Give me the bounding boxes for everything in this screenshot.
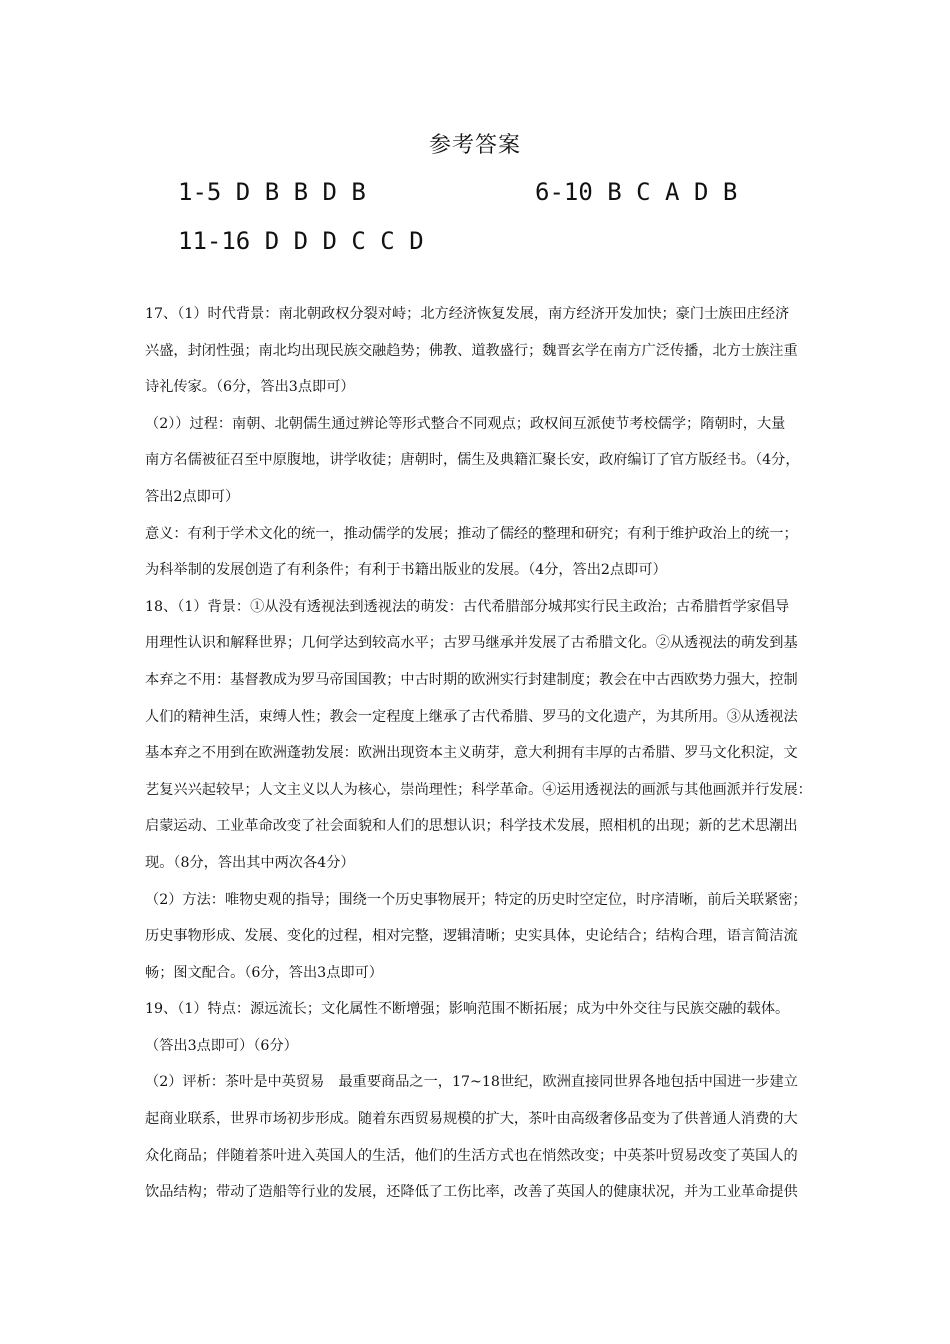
answers-6-10: 6-10 B C A D B bbox=[535, 178, 738, 206]
text-line: 人们的精神生活，束缚人性；教会一定程度上继承了古代希腊、罗马的文化遗产，为其所用。③从透视法 bbox=[145, 708, 798, 725]
page-title: 参考答案 bbox=[428, 133, 521, 158]
text-line: 为科举制的发展创造了有利条件；有利于书籍出版业的发展。（4分，答出2点即可） bbox=[145, 562, 667, 579]
answers-1-5: 1-5 D B B D B bbox=[178, 178, 366, 206]
text-line: （2）方法：唯物史观的指导；围绕一个历史事物展开；特定的历史时空定位，时序清晰，前后关联紧密； bbox=[145, 891, 807, 908]
text-line: 诗礼传家。（6分，答出3点即可） bbox=[145, 379, 355, 396]
text-line: 18、（1）背景：①从没有透视法到透视法的萌发：古代希腊部分城邦实行民主政治；古希腊哲学家倡导 bbox=[145, 598, 790, 615]
text-line: 畅；图文配合。（6分，答出3点即可） bbox=[145, 964, 383, 981]
text-line: 艺复兴兴起较早；人文主义以人为核心，崇尚理性；科学革命。④运用透视法的画派与其他画派并行发展： bbox=[145, 781, 812, 798]
answers-11-16: 11-16 D D D C C D bbox=[178, 227, 424, 255]
text-line: 用理性认识和解释世界；几何学达到较高水平；古罗马继承并发展了古希腊文化。②从透视法的萌发到基 bbox=[145, 635, 798, 652]
text-line: 基本弃之不用到在欧洲蓬勃发展：欧洲出现资本主义萌芽，意大利拥有丰厚的古希腊、罗马文化积淀，文 bbox=[145, 745, 798, 762]
text-line: 众化商品；伴随着茶叶进入英国人的生活，他们的生活方式也在悄然改变；中英茶叶贸易改变了英国人的 bbox=[145, 1147, 798, 1164]
text-line: 启蒙运动、工业革命改变了社会面貌和人们的思想认识；科学技术发展，照相机的出现；新的艺术思潮出 bbox=[145, 818, 798, 835]
text-line: 兴盛，封闭性强；南北均出现民族交融趋势；佛教、道教盛行；魏晋玄学在南方广泛传播，北方士族注重 bbox=[145, 342, 798, 359]
text-line: （2））过程：南朝、北朝儒生通过辨论等形式整合不同观点；政权间互派使节考校儒学；隋朝时，大量 bbox=[145, 415, 786, 432]
text-line: （2）评析：茶叶是中英贸易 最重要商品之一，17~18世纪，欧洲直接同世界各地包括中国进一步建立 bbox=[145, 1074, 798, 1091]
text-line: 起商业联系，世界市场初步形成。随着东西贸易规模的扩大，茶叶由高级奢侈品变为了供普通人消费的大 bbox=[145, 1111, 798, 1128]
text-line: 南方名儒被征召至中原腹地，讲学收徒；唐朝时，儒生及典籍汇聚长安，政府编订了官方版经书。（4分， bbox=[145, 452, 800, 469]
answer-body bbox=[145, 296, 815, 1211]
text-line: 饮品结构；带动了造船等行业的发展，还降低了工伤比率，改善了英国人的健康状况，并为工业革命提供 bbox=[145, 1184, 798, 1201]
text-line: 历史事物形成、发展、变化的过程，相对完整，逻辑清晰；史实具体，史论结合；结构合理，语言简洁流 bbox=[145, 928, 798, 945]
text-line: 意义：有利于学术文化的统一，推动儒学的发展；推动了儒经的整理和研究；有利于维护政治上的统一； bbox=[145, 525, 798, 542]
text-line: 17、（1）时代背景：南北朝政权分裂对峙；北方经济恢复发展，南方经济开发加快；豪门士族田庄经济 bbox=[145, 306, 790, 322]
text-line: 19、（1）特点：源远流长；文化属性不断增强；影响范围不断拓展；成为中外交往与民族交融的载体。 bbox=[145, 1001, 790, 1018]
text-line: 现。（8分，答出其中两次各4分） bbox=[145, 854, 355, 871]
text-line: （答出3点即可）（6分） bbox=[145, 1037, 298, 1054]
text-line: 答出2点即可） bbox=[145, 488, 240, 505]
text-line: 本弃之不用：基督教成为罗马帝国国教；中古时期的欧洲实行封建制度；教会在中古西欧势力强大，控制 bbox=[145, 671, 798, 688]
